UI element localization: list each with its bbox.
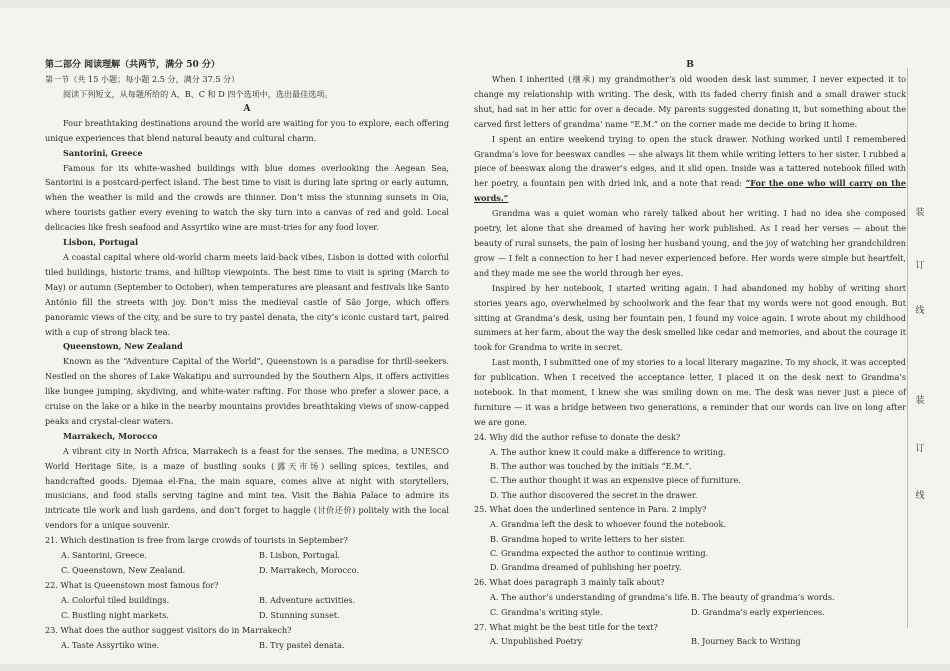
option: D. Stunning sunset.	[259, 609, 340, 620]
option: B. The beauty of grandma’s words.	[691, 591, 835, 602]
destination-heading: Marrakech, Morocco	[63, 430, 158, 441]
binding-char: 装	[915, 396, 925, 406]
question-24: 24. Why did the author refuse to donate the desk?	[474, 431, 681, 442]
question-22: 22. What is Queenstown most famous for?	[45, 579, 219, 590]
binding-line	[907, 68, 909, 628]
binding-char: 线	[915, 491, 925, 501]
option: A. Unpublished Poetry	[490, 636, 583, 647]
binding-char: 订	[915, 261, 925, 271]
binding-char: 线	[915, 306, 925, 316]
option: A. The author knew it could make a difference to writing.	[490, 446, 726, 457]
destination-text: A coastal capital where old-world charm meets laid-back vibes, Lisbon is dotted with colorful tiled buildings, historic trams, and hilltop viewpoints. The best time to visit is spring (March to May) or autumn (September to October), when temperatures are pleasant and festivals like Santo António fill the streets with joy. Don’t miss the medieval castle of São Jorge, which offers panoramic views of the city, and be sure to try pastel denata, the city’s iconic custard tart, paired with a cup of strong black tea.	[45, 251, 449, 337]
option: A. Grandma left the desk to whoever found the notebook.	[490, 519, 726, 530]
destination-text: A vibrant city in North Africa, Marrakech is a feast for the senses. The medina, a UNESCO World Heritage Site, is a maze of bustling souks (露天市场) selling spices, textiles, and handcrafted goods. Djemaa el-Fna, the main square, comes alive at night with storytellers, musicians, and food stalls serving tagine and mint tea. Visit the Bahia Palace to admire its intricate tile work and lush gardens, and don’t forget to haggle (讨价还价) politely with the local vendors for a unique souvenir.	[45, 445, 449, 531]
options-row	[45, 593, 449, 608]
question-25: 25. What does the underlined sentence in Para. 2 imply?	[474, 504, 707, 515]
option: C. Queenstown, New Zealand.	[61, 565, 186, 575]
left-column	[45, 58, 449, 652]
option: B. The author was touched by the initials “E.M.”.	[490, 461, 692, 472]
option: D. Marrakech, Morocco.	[259, 565, 359, 575]
scan-bottom-edge	[0, 664, 950, 671]
option: D. The author discovered the secret in the drawer.	[490, 489, 698, 500]
instruction: 阅读下列短文，从每题所给的 A、B、C 和 D 四个选项中，选出最佳选项。	[63, 88, 333, 99]
right-column	[474, 58, 906, 649]
option: A. Colorful tiled buildings.	[61, 594, 170, 605]
option: D. Grandma’s early experiences.	[691, 606, 825, 617]
passage-a-intro: Four breathtaking destinations around the world are waiting for you to explore, each offering unique experiences that blend natural beauty and cultural charm.	[45, 117, 449, 143]
underlined-sentence: “For the one who will carry on the words.”	[474, 178, 907, 204]
question-27: 27. What might be the best title for the text?	[474, 621, 658, 632]
options-row	[45, 638, 449, 653]
passage-a-label: A	[243, 103, 251, 114]
option: B. Journey Back to Writing	[691, 636, 801, 647]
passage-b-para-2	[474, 132, 906, 207]
destination-text: Known as the “Adventure Capital of the World”, Queenstown is a paradise for thrill-seekers. Nestled on the shores of Lake Wakatipu and surrounded by the Southern Alps, it offers activities like bungee jumping, skydiving, and white-water rafting. For those who prefer a slower pace, a cruise on the lake or a hike in the nearby mountains provides breathtaking views of snow-capped peaks and crystal-clear waters.	[45, 356, 449, 426]
option: A. Taste Assyrtiko wine.	[61, 639, 160, 650]
para-2-text: I spent an entire weekend trying to open the stuck drawer. Nothing worked until I remembered Grandma’s love for beeswax candles — she always lit them while writing letters to her sister. I rubbed a piece of beeswax along the drawer’s edges, and it slid open. Inside was a tattered notebook filled with her poetry, a fountain pen with dried ink, and a note that read:	[474, 133, 906, 189]
options-row	[474, 634, 906, 649]
option: B. Lisbon, Portugal.	[259, 550, 341, 561]
destination-text: Famous for its white-washed buildings with blue domes overlooking the Aegean Sea, Santorini is a postcard-perfect island. The best time to visit is during late spring or early autumn, when the weather is mild and the crowds are thinner. Don’t miss the stunning sunsets in Oia, where tourists gather every evening to watch the sky turn into a canvas of red and gold. Local delicacies like fresh seafood and Assyrtiko wine are must-tries for any food lover.	[45, 162, 449, 233]
options-row	[45, 548, 449, 563]
option: B. Grandma hoped to write letters to her sister.	[490, 533, 686, 544]
option: B. Adventure activities.	[259, 594, 356, 605]
destination-heading: Queenstown, New Zealand	[63, 341, 183, 352]
scan-top-edge	[0, 0, 950, 8]
question-21: 21. Which destination is free from large crowds of tourists in September?	[45, 535, 348, 546]
options-row	[474, 590, 906, 605]
option: C. The author thought it was an expensive piece of furniture.	[490, 475, 741, 486]
section-title: 第一节（共 15 小题；每小题 2.5 分，满分 37.5 分）	[45, 74, 240, 84]
question-26: 26. What does paragraph 3 mainly talk about?	[474, 576, 665, 587]
part-title: 第二部分 阅读理解（共两节，满分 50 分）	[45, 60, 220, 70]
passage-b-para-5: Last month, I submitted one of my stories to a local literary magazine. To my shock, it was accepted for publication. When I received the acceptance letter, I placed it on the desk next to Grandma’s notebook. In that moment, I knew she was smiling down on me. The desk was never just a piece of furniture — it was a bridge between two generations, a reminder that our words can live on long after we are gone.	[474, 357, 906, 427]
option: C. Bustling night markets.	[61, 609, 169, 620]
destination-heading: Santorini, Greece	[63, 147, 143, 158]
option: A. Santorini, Greece.	[61, 550, 147, 561]
option: D. Grandma dreamed of publishing her poetry.	[490, 562, 682, 573]
question-23: 23. What does the author suggest visitors do in Marrakech?	[45, 624, 292, 635]
options-row	[45, 608, 449, 623]
passage-b-para-4: Inspired by her notebook, I started writing again. I had abandoned my hobby of writing short stories years ago, overwhelmed by schoolwork and the fear that my words were not good enough. But sitting at Grandma’s desk, using her fountain pen, I found my voice again. I wrote about my childhood summers at her farm, about the way the desk smelled like cedar and memories, and about the courage it took for Grandma to write in secret.	[474, 282, 906, 353]
destination-heading: Lisbon, Portugal	[63, 237, 139, 248]
passage-b-para-3: Grandma was a quiet woman who rarely talked about her writing. I had no idea she composed poetry, let alone that she dreamed of having her work published. As I read her verses — about the beauty of rural sunsets, the pain of losing her husband young, and the joy of watching her grandchildren grow — I felt a connection to her I had never experienced before. Her words were simple but heartfelt, and they made me see the world through her eyes.	[474, 208, 906, 278]
option: C. Grandma’s writing style.	[490, 606, 603, 617]
passage-b-label: B	[686, 60, 694, 70]
binding-char: 装	[915, 208, 925, 218]
option: A. The author’s understanding of grandma’s life.	[490, 591, 691, 602]
option: B. Try pastel denata.	[259, 639, 345, 650]
options-row	[474, 605, 906, 620]
options-row	[45, 563, 449, 578]
passage-b-para-1: When I inherited (继承) my grandmother’s old wooden desk last summer, I never expected it to change my relationship with writing. The desk, with its faded cherry finish and a small drawer stuck shut, had sat in her attic for over a decade. My parents suggested donating it, but something about the carved first letters of grandma’ name “E.M.” on the corner made me decide to bring it home.	[474, 74, 906, 129]
option: C. Grandma expected the author to continue writing.	[490, 548, 709, 558]
binding-char: 订	[915, 444, 925, 454]
